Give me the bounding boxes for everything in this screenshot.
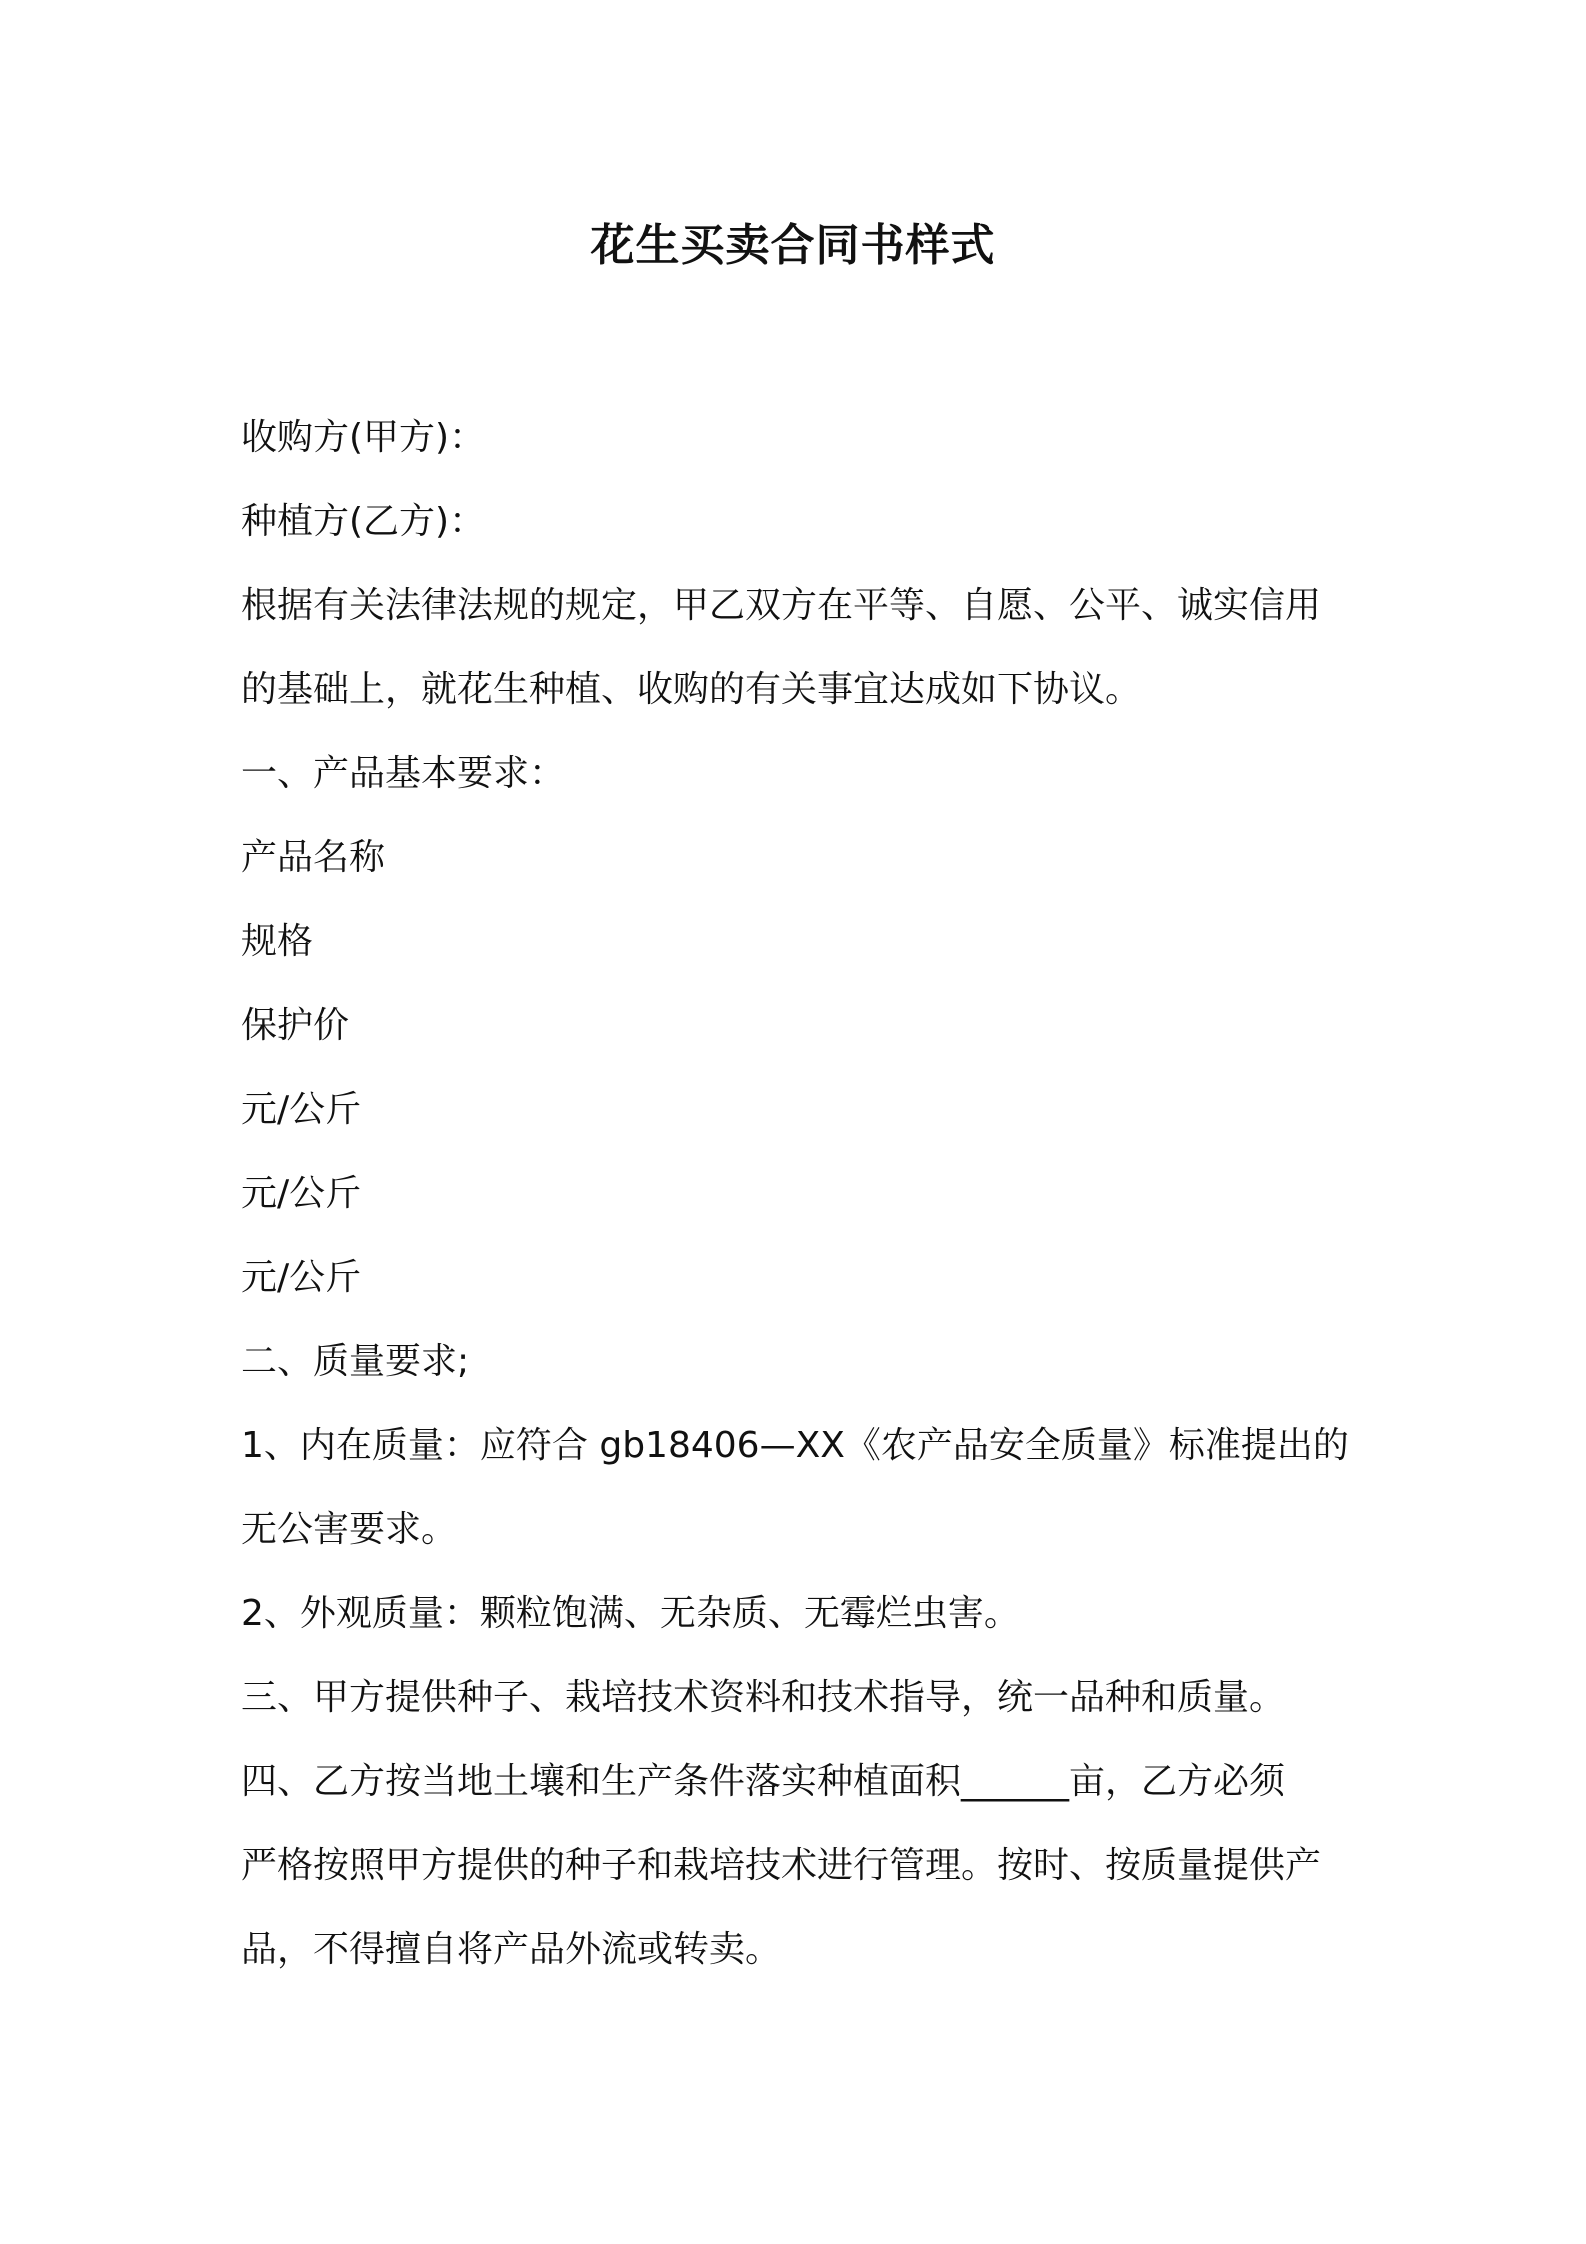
quality-item-1-line-1: 1、内在质量：应符合 gb18406—XX《农产品安全质量》标准提出的 bbox=[241, 1425, 1349, 1466]
product-name-line: 产品名称 bbox=[241, 837, 386, 878]
price-unit-line-2: 元/公斤 bbox=[241, 1173, 362, 1214]
section-4-line-1: 四、乙方按当地土壤和生产条件落实种植面积______亩，乙方必须 bbox=[241, 1761, 1286, 1802]
specification-line: 规格 bbox=[241, 921, 314, 962]
protection-price-line: 保护价 bbox=[241, 1005, 350, 1046]
buyer-party-line: 收购方(甲方)： bbox=[241, 417, 486, 458]
price-unit-line-1: 元/公斤 bbox=[241, 1089, 362, 1130]
document-body bbox=[241, 396, 1356, 1992]
section-1-heading: 一、产品基本要求： bbox=[241, 753, 566, 794]
section-4-line-3: 品，不得擅自将产品外流或转卖。 bbox=[241, 1929, 782, 1970]
document-title: 花生买卖合同书样式 bbox=[590, 220, 996, 271]
price-unit-line-3: 元/公斤 bbox=[241, 1257, 362, 1298]
preamble-line-2: 的基础上，就花生种植、收购的有关事宜达成如下协议。 bbox=[241, 669, 1142, 710]
section-2-heading: 二、质量要求; bbox=[241, 1341, 470, 1382]
quality-item-1-line-2: 无公害要求。 bbox=[241, 1509, 458, 1550]
section-3-line: 三、甲方提供种子、栽培技术资料和技术指导，统一品种和质量。 bbox=[241, 1677, 1286, 1718]
grower-party-line: 种植方(乙方)： bbox=[241, 501, 486, 542]
quality-item-2-line: 2、外观质量：颗粒饱满、无杂质、无霉烂虫害。 bbox=[241, 1593, 1020, 1634]
preamble-line-1: 根据有关法律法规的规定，甲乙双方在平等、自愿、公平、诚实信用 bbox=[241, 585, 1322, 626]
section-4-line-2: 严格按照甲方提供的种子和栽培技术进行管理。按时、按质量提供产 bbox=[241, 1845, 1322, 1886]
